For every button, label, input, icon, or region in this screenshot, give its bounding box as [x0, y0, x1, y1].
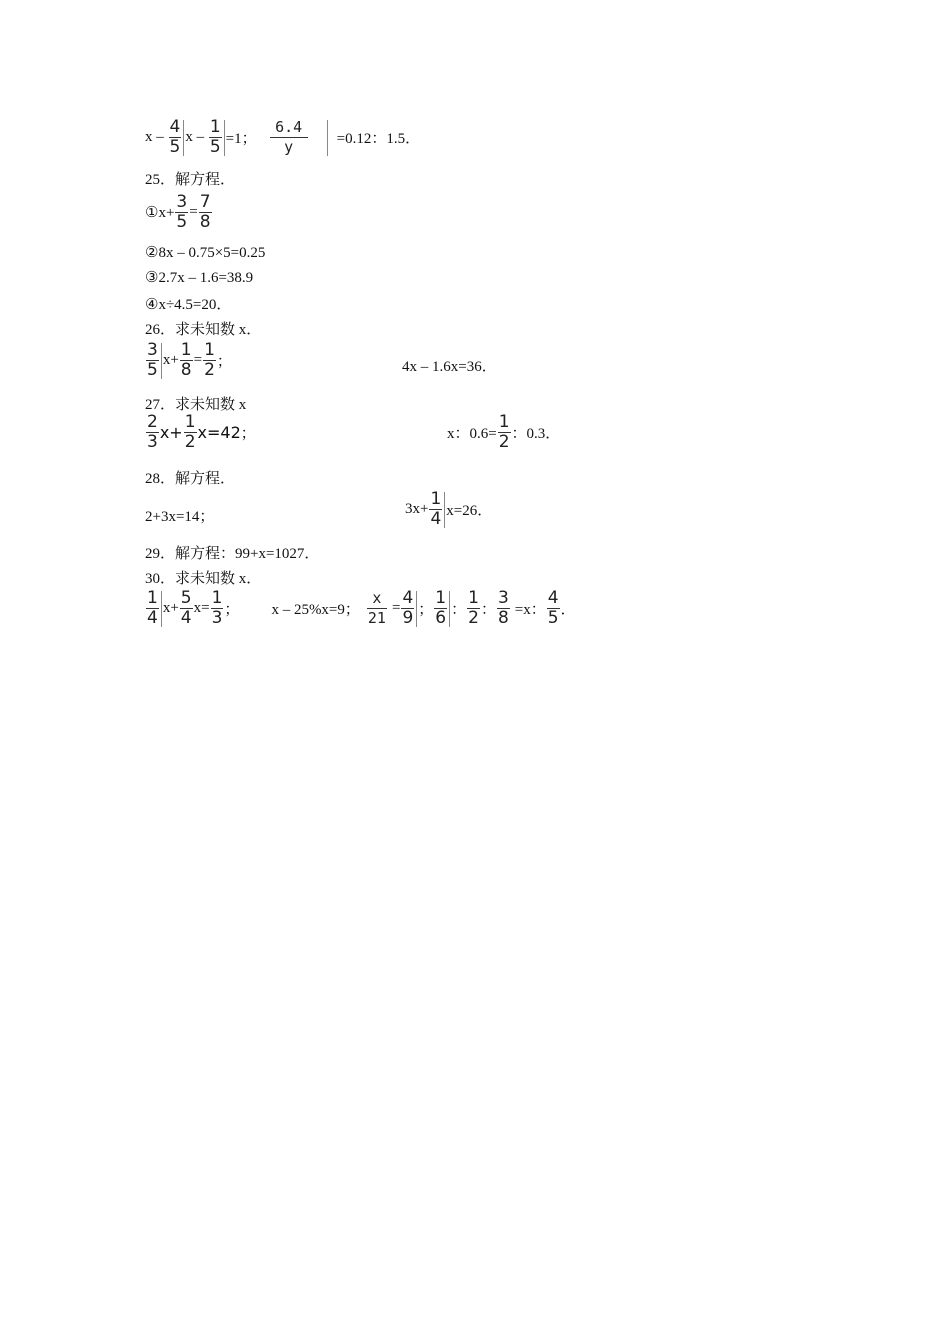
divider [444, 492, 445, 528]
text: x – [145, 129, 168, 145]
divider [449, 591, 450, 627]
equation-28-2: 3x+ $\frac{1}{4}$ x=26． [405, 489, 493, 529]
fraction: $\frac{2}{3}$ [147, 412, 158, 452]
equation-25-1: ①x+ $\frac{3}{5}$ = $\frac{7}{8}$ [145, 192, 211, 232]
divider [327, 120, 328, 156]
divider [161, 591, 162, 627]
question-27-title: 27．求未知数 x [145, 397, 247, 413]
equation-27-1: $\frac{2}{3}$ x+ $\frac{1}{2}$ x=42 ； [147, 412, 256, 452]
text: =0.12：1.5． [336, 131, 421, 147]
equation-25-4: ④x÷4.5=20． [145, 297, 232, 313]
fraction: $\frac{3}{5}$ [176, 192, 188, 232]
divider [183, 120, 184, 156]
text: =1； [225, 131, 257, 147]
text: x – [185, 129, 208, 145]
equation-30: $\frac{1}{4}$ x+ $\frac{5}{4}$ x= $\frac{1}{3}$ ； x – 25%x=9； $\frac{x}{21}$ = $\frac{4}{9}$ ； $\frac{1}{6}$ ： $\frac{1}{2}$ ： $\frac{3}{8}$ =x： $\frac{4}{5}$ ． [147, 588, 576, 628]
equation-25-2: ②8x – 0.75×5=0.25 [145, 245, 266, 261]
equation-26-2: 4x – 1.6x=36． [402, 359, 497, 375]
divider [224, 120, 225, 156]
fraction: $\frac{1}{8}$ [180, 340, 192, 380]
fraction: $\frac{1}{4}$ [147, 588, 158, 628]
fraction: $\frac{4}{5}$ [547, 588, 559, 628]
fraction: $\frac{x}{21}$ [367, 589, 386, 627]
equation-25-3: ③2.7x – 1.6=38.9 [145, 270, 254, 286]
equation-28-1: 2+3x=14； [145, 509, 215, 525]
fraction: $\frac{1}{2}$ [184, 412, 196, 452]
fraction: $\frac{7}{8}$ [199, 192, 211, 232]
fraction: $\frac{1}{4}$ [430, 489, 442, 529]
fraction: $\frac{3}{5}$ [147, 340, 158, 380]
fraction: $\frac{1}{3}$ [211, 588, 223, 628]
fraction: $\frac{4}{9}$ [402, 588, 414, 628]
question-26-title: 26．求未知数 x． [145, 322, 262, 338]
divider [161, 343, 162, 379]
fraction: $\frac{1}{2}$ [498, 412, 510, 452]
question-28-title: 28．解方程． [145, 471, 236, 487]
fraction: $\frac{1}{5}$ [209, 117, 221, 157]
fraction: $\frac{6.4}{y}$ [270, 118, 308, 157]
fraction: $\frac{1}{6}$ [435, 588, 447, 628]
equation-26-1: $\frac{3}{5}$ x+ $\frac{1}{8}$ = $\frac{1}{2}$ ； [147, 340, 232, 380]
fraction: $\frac{4}{5}$ [169, 117, 181, 157]
fraction: $\frac{1}{2}$ [468, 588, 479, 628]
divider [416, 591, 417, 627]
fraction: $\frac{1}{2}$ [204, 340, 215, 380]
question-30-title: 30．求未知数 x． [145, 571, 262, 587]
equation-27-2: x：0.6= $\frac{1}{2}$ ：0.3． [447, 412, 561, 452]
equation-line-prev [145, 118, 420, 157]
fraction: $\frac{3}{8}$ [497, 588, 509, 628]
fraction: $\frac{5}{4}$ [180, 588, 192, 628]
question-29-title: 29．解方程：99+x=1027． [145, 546, 320, 562]
question-25-title: 25．解方程． [145, 172, 236, 188]
